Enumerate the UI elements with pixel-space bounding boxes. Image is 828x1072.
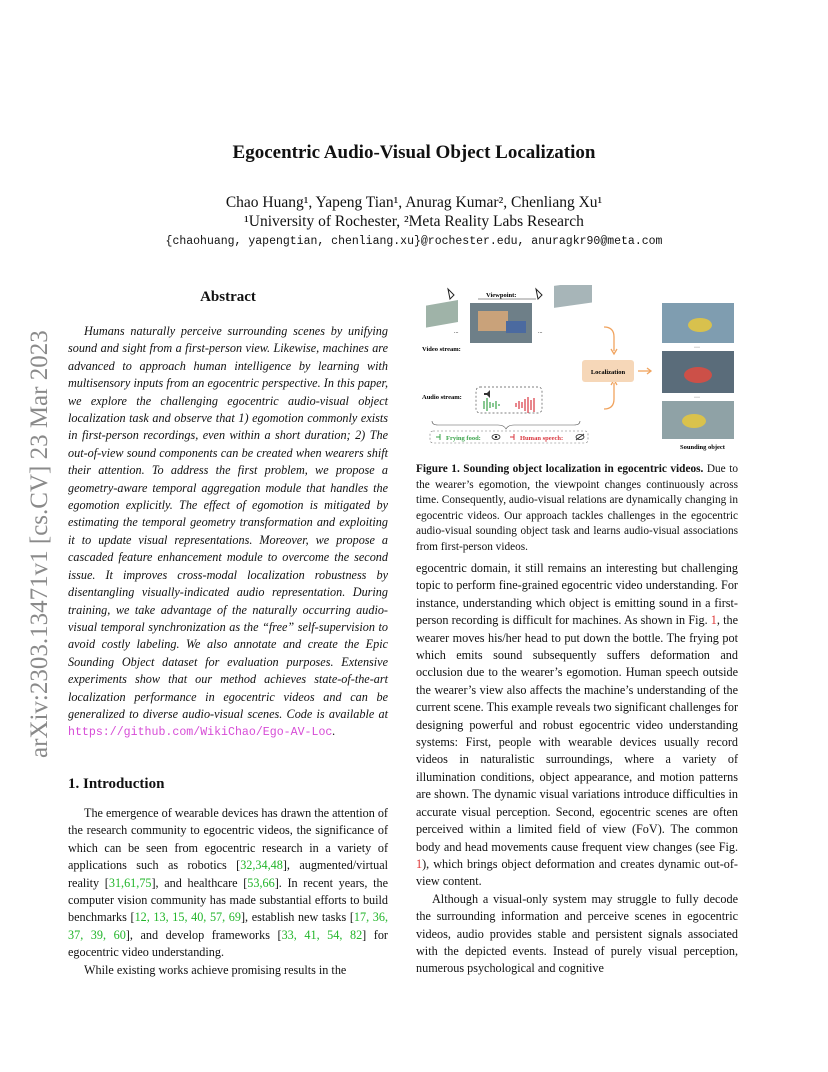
abstract-heading: Abstract xyxy=(200,289,256,305)
figure-1 xyxy=(418,285,740,455)
svg-text:···: ··· xyxy=(694,345,700,351)
intro-body xyxy=(68,805,388,979)
input-frame xyxy=(470,303,532,343)
caption-title: Figure 1. Sounding object localization in egocentric videos. xyxy=(416,463,704,475)
citation-link[interactable]: 31,61,75 xyxy=(108,875,152,890)
abstract-body: Humans naturally perceive surrounding scenes by unifying sound and sight from a first-person view. Likewise, machines are advanced to approach human intelligence by learning with multisensory inputs from an egocentric perspective. In this paper, we explore the challenging egocentric audio-visual object localization task and observe that 1) egomotion commonly exists in first-person recordings, even within a short duration; 2) The out-of-view sound components can be created when wearers shift their attention. To address the first problem, we propose a geometry-aware temporal aggregation module that handles the egomotion explicitly. The effect of egomotion is mitigated by estimating the temporal geometry transformation and exploiting it to update visual representations. Moreover, we propose a cascaded feature enhancement module to overcome the second issue. It improves cross-modal localization robustness by disentangling visually-indicated audio representation. During training, we take advantage of the naturally occurring audio-visual temporal synchronization as the “free” self-supervision to avoid costly labeling. We also annotate and create the Epic Sounding Object dataset for evaluation purposes. Extensive experiments show that our method achieves state-of-the-art localization performance in egocentric videos and can be generalized to diverse audio-visual scenes. Code is available at https://github.com/WikiChao/Ego-AV-Loc. xyxy=(68,324,388,740)
output-frame xyxy=(662,351,734,393)
sounding-object-label: Sounding object xyxy=(680,444,725,451)
svg-text:...: ... xyxy=(454,329,459,335)
figure-ref-link[interactable]: 1 xyxy=(416,856,423,871)
svg-text:...: ... xyxy=(538,329,543,335)
citation-link[interactable]: 53,66 xyxy=(247,875,275,890)
eye-slash-icon xyxy=(576,434,584,440)
output-frame xyxy=(662,303,734,343)
citation-link[interactable]: 12, 13, 15, 40, 57, 69 xyxy=(134,910,241,925)
abstract-text: Humans naturally perceive surrounding scenes by unifying sound and sight from a first-person view. Likewise, machines are advanced to approach human intelligence by learning with multisensory inputs from an egocentric perspective. In this paper, we explore the challenging egocentric audio-visual object localization task and observe that 1) egomotion commonly exists in first-person recordings, even within a short duration; 2) The out-of-view sound components can be created when wearers shift their attention. To address the first problem, we propose a geometry-aware temporal aggregation module that handles the egomotion explicitly. The effect of egomotion is mitigated by estimating the temporal geometry transformation and exploiting it to update visual representations. Moreover, we propose a cascaded feature enhancement module to overcome the second issue. It improves cross-modal localization robustness by disentangling visually-indicated audio representation. During training, we take advantage of the naturally occurring audio-visual temporal synchronization as the “free” self-supervision to avoid costly labeling. We also annotate and create the Epic Sounding Object dataset for evaluation purposes. Extensive experiments show that our method achieves state-of-the-art localization performance in egocentric videos and can be generalized to diverse audio-visual scenes. Code is available at xyxy=(68,324,388,721)
audio-stream-label: Audio stream: xyxy=(422,394,462,401)
frying-food-label: Frying food: xyxy=(446,435,481,442)
input-frame xyxy=(426,300,458,328)
authors: Chao Huang¹, Yapeng Tian¹, Anurag Kumar², Chenliang Xu¹ xyxy=(225,194,603,211)
author-block xyxy=(0,193,828,231)
viewpoint-label: Viewpoint: xyxy=(486,292,517,299)
frying-food-icon xyxy=(436,434,440,440)
intro-paragraph: The emergence of wearable devices has drawn the attention of the research community to egocentric videos, the significance of which can be seen from egocentric research in a variety of applications such as robotics [32,34,48], augmented/virtual reality [31,61,75], and healthcare [53,66]. In recent years, the computer vision community has made substantial efforts to build benchmarks [12, 13, 15, 40, 57, 69], establish new tasks [17, 36, 37, 39, 60], and develop frameworks [33, 41, 54, 82] for egocentric video understanding. xyxy=(68,806,389,960)
eye-icon xyxy=(492,435,500,440)
arrow xyxy=(604,383,614,409)
citation-link[interactable]: 32,34,48 xyxy=(240,858,283,873)
camera-icon xyxy=(536,289,542,299)
green-waveform xyxy=(484,398,499,411)
svg-text:···: ··· xyxy=(694,395,700,401)
body-paragraph: Although a visual-only system may struggle to fully decode the surrounding information and perceive scenes in egocentric videos, audio provides stable and persistent signals associated with the depicted events. Instead of purely visual perception, numerous psychological and cognitive xyxy=(416,891,738,976)
body-paragraph: egocentric domain, it still remains an interesting but challenging topic to perform fine-grained egocentric video understanding. For instance, understanding which object is emitting sound in a first-person recording is difficult for machines. As shown in Fig. 1, the wearer moves his/her head to put down the bottle. The frying pot which emits sound subsequently suffers deformation and occlusion due to the wearer’s egomotion. Human speech outside the wearer’s view also affects the machine’s understanding of the current scene. This example reveals two significant challenges for designing powerful and robust egocentric video understanding systems: First, people with wearable devices usually record videos in naturalistic surroundings, where a variety of illumination conditions, object appearance, and motion patterns are shown. The dynamic visual variations introduce difficulties in accurate visual perception. Second, egocentric scenes are often perceived within a limited field of view (FoV). The common body and head movements cause frequent view changes (see Fig. 1), which brings object deformation and creates dynamic out-of-view content. xyxy=(416,561,738,889)
localization-label: Localization xyxy=(590,369,626,376)
emails: {chaohuang, yapengtian, chenliang.xu}@rochester.edu, anuragkr90@meta.com xyxy=(165,235,663,248)
paper-title: Egocentric Audio-Visual Object Localization xyxy=(232,142,596,163)
caption-text: Due to the wearer’s egomotion, the viewpoint changes continuously across time. Consequently, audio-visual relations are dynamically changing in egocentric videos. Our approach tackles challenges in the egocentric audio-visual sounding object task and learns audio-visual associations from first-person videos. xyxy=(416,463,738,553)
figure-caption xyxy=(416,462,738,555)
output-frame xyxy=(662,401,734,439)
figure-ref-link[interactable]: 1 xyxy=(710,613,717,628)
human-speech-icon xyxy=(510,434,514,440)
video-stream-label: Video stream: xyxy=(422,346,461,353)
citation-link[interactable]: 17, 36, 37, 39, 60 xyxy=(68,910,389,942)
section-heading: 1. Introduction xyxy=(68,776,165,792)
code-link[interactable]: https://github.com/WikiChao/Ego-AV-Loc xyxy=(68,726,333,740)
red-waveform xyxy=(516,397,534,413)
human-speech-label: Human speech: xyxy=(520,435,564,442)
affiliations: ¹University of Rochester, ²Meta Reality Labs Research xyxy=(244,213,584,230)
speaker-icon xyxy=(484,390,490,398)
right-column-body xyxy=(416,560,738,978)
intro-paragraph: While existing works achieve promising results in the xyxy=(84,962,347,977)
arrow xyxy=(604,327,614,351)
citation-link[interactable]: 33, 41, 54, 82 xyxy=(281,927,363,942)
input-frame xyxy=(554,285,592,308)
arxiv-stamp: arXiv:2303.13471v1 [cs.CV] 23 Mar 2023 xyxy=(26,330,53,758)
audio-clip-box xyxy=(476,387,542,413)
camera-icon xyxy=(448,289,454,299)
